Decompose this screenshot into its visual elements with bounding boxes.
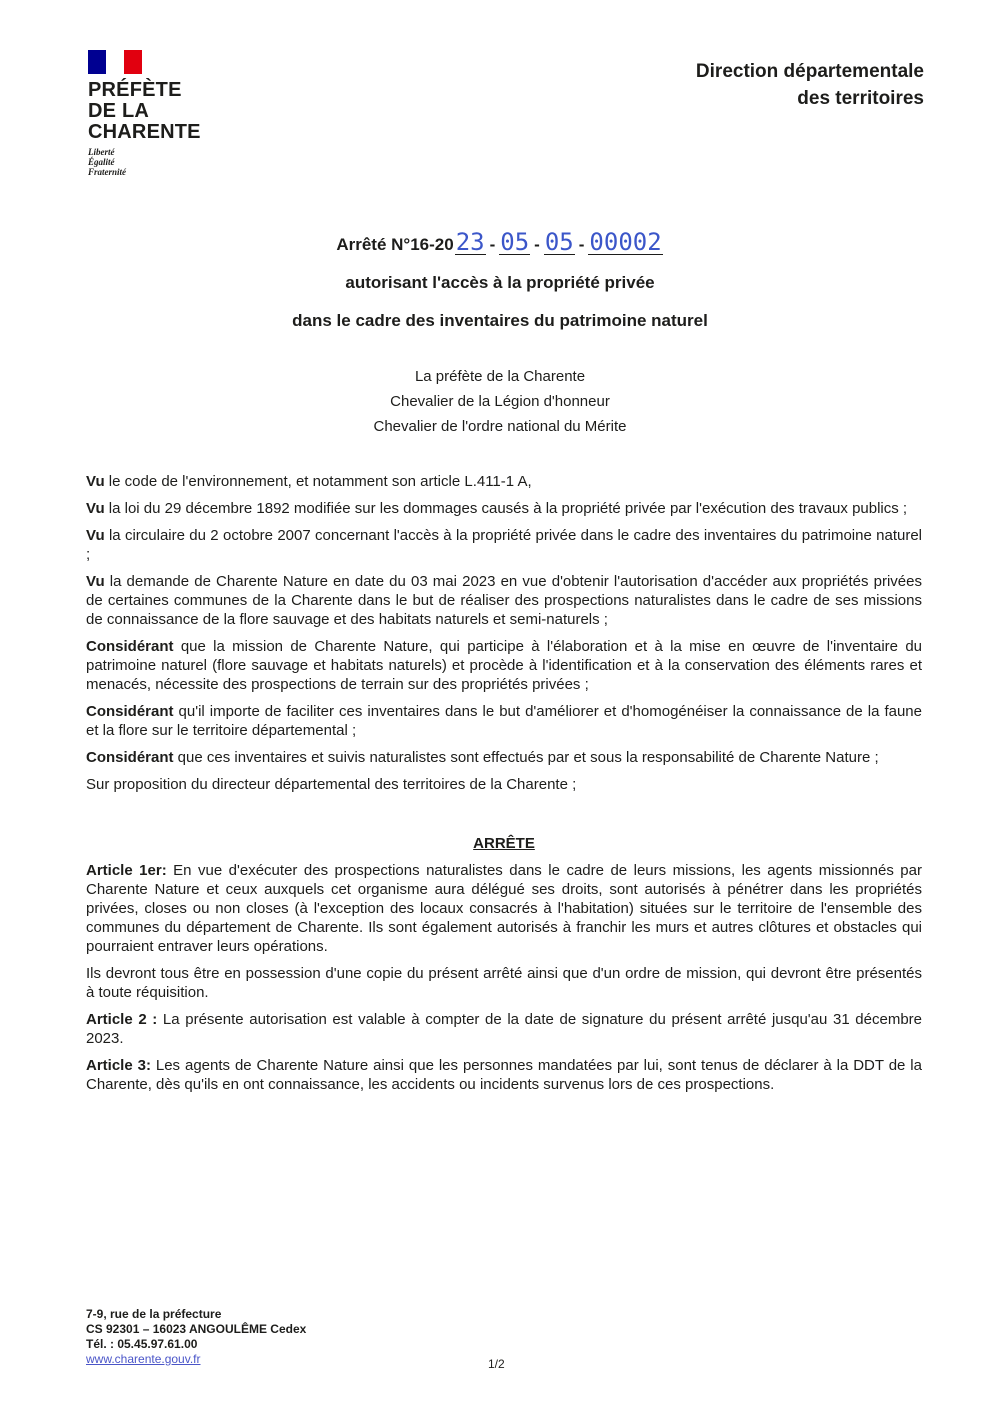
footer-address-line-2: CS 92301 – 16023 ANGOULÊME Cedex [86, 1322, 307, 1336]
recital-text: la demande de Charente Nature en date du 03 mai 2023 en vue d'obtenir l'autorisation d'accéder aux propriétés privées de certaines communes de la Charente dans le but de réaliser des prospections naturalistes dans le cadre de ses missions de connaissance de la flore sauvage et des habitats naturels et semi-naturels ; [86, 573, 922, 628]
header-line-2: des territoires [797, 88, 924, 109]
recital-text: qu'il importe de faciliter ces inventaires dans le but d'améliorer et d'homogénéiser la connaissance de la faune et la flore sur le territoire départemental ; [86, 703, 922, 739]
header-direction [696, 58, 924, 112]
arrete-heading: ARRÊTE [473, 835, 535, 852]
authority-line-3: Chevalier de l'ordre national du Mérite [373, 418, 627, 435]
recital [86, 637, 922, 694]
handwritten-field-4: 00002 [589, 228, 662, 256]
article [86, 964, 922, 1002]
recital-lead: Vu [86, 500, 105, 517]
logo-line-2: DE LA [88, 100, 149, 122]
motto-line-1: Liberté [88, 147, 115, 157]
title-line-3: dans le cadre des inventaires du patrimoine naturel [292, 311, 708, 330]
recital-lead: Vu [86, 527, 105, 544]
prefecture-logo [88, 50, 288, 177]
article-lead: Article 2 : [86, 1011, 158, 1028]
authority-line-1: La préfète de la Charente [414, 368, 586, 385]
footer-address-line-1: 7-9, rue de la préfecture [86, 1307, 222, 1321]
article-text: En vue d'exécuter des prospections naturalistes dans le cadre de leurs missions, les agents missionnés par Charente Nature et ceux auxquels cet organisme aura délégué ses droits, sont autorisés à pénétrer dans les propriétés privées, closes ou non closes (à l'exception des locaux consacrés à l'habitation) situées sur le territoire de l'ensemble des communes du département de Charente. Ils sont également autorisés à franchir les murs et autres clôtures et obstacles qui pourraient entraver leurs opérations. [86, 862, 922, 955]
recital-text: la circulaire du 2 octobre 2007 concernant l'accès à la propriété privée dans le cadre des inventaires du patrimoine naturel ; [86, 527, 922, 563]
handwritten-year: 23 [455, 228, 485, 256]
article [86, 1056, 922, 1094]
article [86, 861, 922, 956]
recital [86, 499, 922, 518]
authority-line-2: Chevalier de la Légion d'honneur [390, 393, 610, 410]
recital-text: Sur proposition du directeur départemental des territoires de la Charente ; [86, 776, 577, 793]
page-number: 1/2 [488, 1357, 505, 1371]
article-text: Les agents de Charente Nature ainsi que les personnes mandatées par lui, sont tenus de déclarer à la DDT de la Charente, dès qu'ils en ont connaissance, les accidents ou incidents survenus lors de ces prospections. [86, 1057, 922, 1093]
recital-lead: Vu [86, 473, 105, 490]
recital-lead: Considérant [86, 638, 174, 655]
footer-address [86, 1307, 306, 1367]
decree-title: Arrêté N°16-20 23 - 05 - 05 - 00002 autorisant l'accès à la propriété privée dans le cadre des inventaires du patrimoine naturel [0, 230, 1000, 331]
recital-text: que ces inventaires et suivis naturalistes sont effectués par et sous la responsabilité de Charente Nature ; [173, 749, 879, 766]
title-line-2: autorisant l'accès à la propriété privée [345, 273, 655, 292]
logo-line-1: PRÉFÈTE [88, 79, 182, 101]
motto-line-2: Égalité [88, 157, 115, 167]
decree-body [86, 472, 922, 1102]
recital-lead: Considérant [86, 749, 174, 766]
article-text: Ils devront tous être en possession d'une copie du présent arrêté ainsi que d'un ordre de mission, qui devront être présentés à toute réquisition. [86, 965, 922, 1001]
marianne-flag-icon [88, 50, 142, 74]
motto [88, 147, 288, 177]
footer-phone: Tél. : 05.45.97.61.00 [86, 1337, 198, 1351]
handwritten-field-3: 05 [544, 228, 574, 256]
recital-text: la loi du 29 décembre 1892 modifiée sur les dommages causés à la propriété privée par l'exécution des travaux publics ; [104, 500, 908, 517]
logo-line-3: CHARENTE [88, 121, 201, 143]
motto-line-3: Fraternité [88, 167, 127, 177]
recital [86, 748, 922, 767]
recital-lead: Considérant [86, 703, 174, 720]
recital [86, 572, 922, 629]
recital [86, 702, 922, 740]
footer-website-link[interactable]: www.charente.gouv.fr [86, 1352, 201, 1366]
decree-number-prefix: Arrêté N°16-20 [336, 235, 454, 254]
recital [86, 526, 922, 564]
recital [86, 775, 922, 794]
recital-lead: Vu [86, 573, 105, 590]
recital [86, 472, 922, 491]
header-line-1: Direction départementale [695, 61, 924, 82]
article-lead: Article 1er: [86, 862, 167, 879]
authority-block [0, 364, 1000, 439]
recital-text: le code de l'environnement, et notamment son article L.411-1 A, [104, 473, 532, 490]
article-text: La présente autorisation est valable à compter de la date de signature du présent arrêté jusqu'au 31 décembre 2023. [86, 1011, 922, 1047]
recital-text: que la mission de Charente Nature, qui participe à l'élaboration et à la mise en œuvre de l'inventaire du patrimoine naturel (flore sauvage et habitats naturels) et procède à l'identification et à la conservation des éléments rares et menacés, nécessite des prospections de terrain sur des propriétés privées ; [86, 638, 922, 693]
article-lead: Article 3: [86, 1057, 151, 1074]
article [86, 1010, 922, 1048]
handwritten-field-2: 05 [500, 228, 530, 256]
